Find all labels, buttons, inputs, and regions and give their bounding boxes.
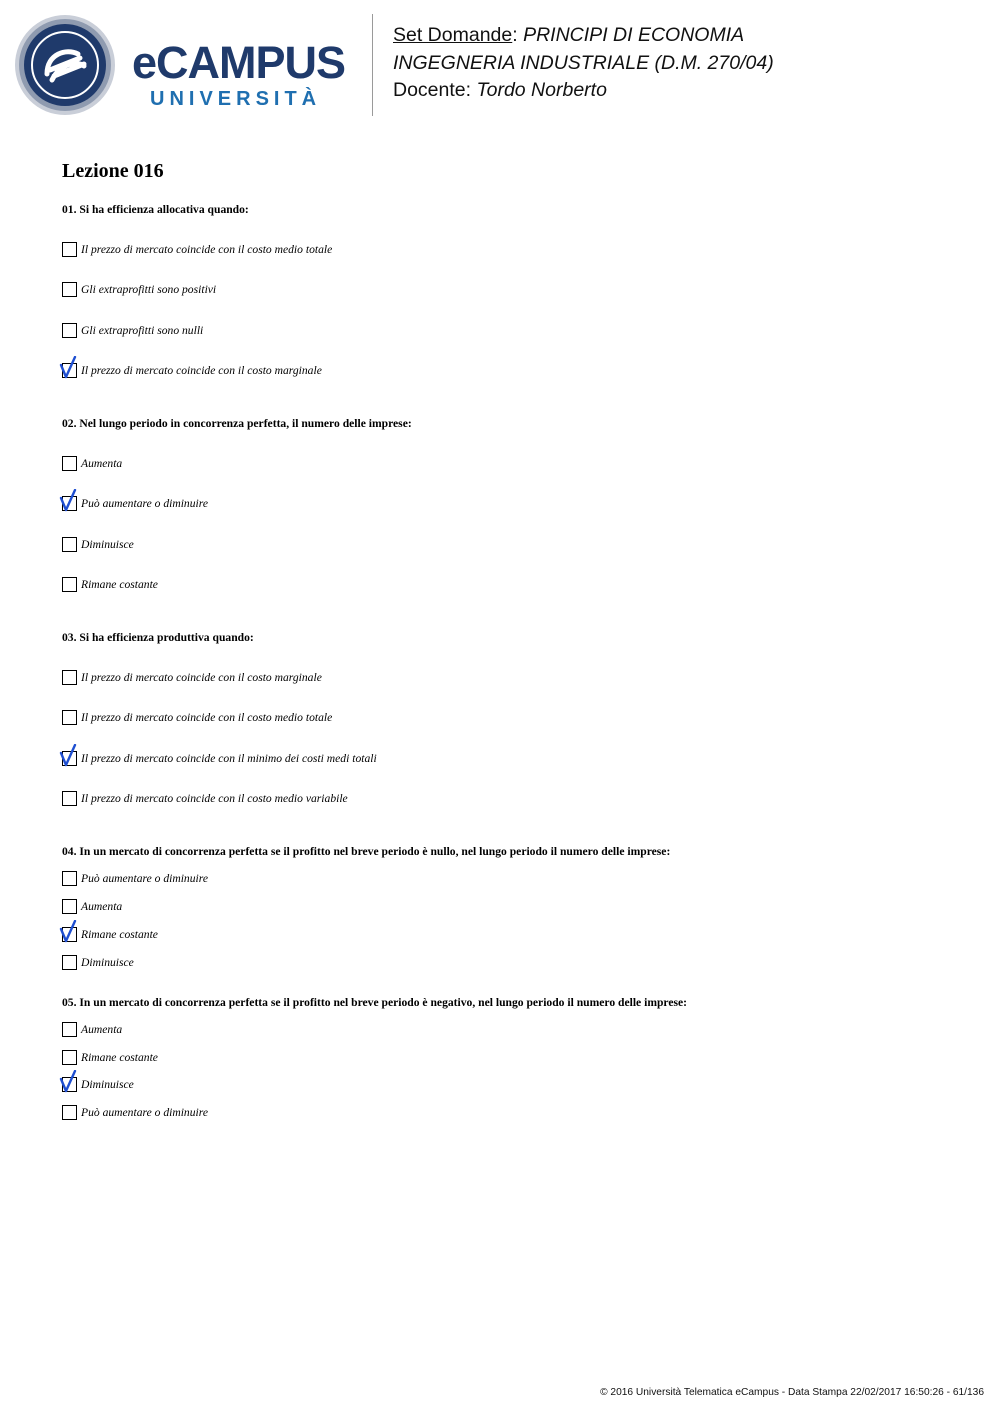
answer-label: Può aumentare o diminuire bbox=[81, 497, 208, 510]
set-line bbox=[393, 22, 774, 50]
answer-label: Diminuisce bbox=[81, 538, 134, 551]
answer-label: Aumenta bbox=[81, 900, 123, 913]
logo-subtitle: UNIVERSITÀ bbox=[150, 88, 322, 110]
set-label: Set Domande bbox=[393, 24, 513, 46]
logo-wordmark: eCAMPUS bbox=[132, 37, 346, 88]
answer-label: Gli extraprofitti sono nulli bbox=[81, 324, 204, 337]
answer-checkbox[interactable] bbox=[62, 1022, 77, 1037]
answer-checkbox[interactable] bbox=[62, 899, 77, 914]
answer-checkbox[interactable] bbox=[62, 323, 77, 338]
page-footer: © 2016 Università Telematica eCampus - Data Stampa 22/02/2017 16:50:26 - 61/136 bbox=[600, 1387, 984, 1398]
teacher-label: Docente: bbox=[393, 79, 472, 101]
answer-label: Diminuisce bbox=[81, 956, 134, 969]
answer-checkbox[interactable] bbox=[62, 710, 77, 725]
answer-label: Il prezzo di mercato coincide con il costo marginale bbox=[81, 671, 322, 684]
answer-checkbox[interactable] bbox=[62, 456, 77, 471]
set-title-line2: INGEGNERIA INDUSTRIALE (D.M. 270/04) bbox=[393, 51, 774, 74]
question-5: 05. In un mercato di concorrenza perfetta se il profitto nel breve periodo è negativo, nel lungo periodo il numero delle imprese: bbox=[62, 996, 688, 1009]
question-1: 01. Si ha efficienza allocativa quando: bbox=[62, 203, 249, 216]
set-sep: : bbox=[512, 24, 518, 46]
question-2: 02. Nel lungo periodo in concorrenza perfetta, il numero delle imprese: bbox=[62, 417, 412, 430]
answer-checkbox[interactable] bbox=[62, 871, 77, 886]
answer-checkbox[interactable] bbox=[62, 242, 77, 257]
answer-checkbox[interactable] bbox=[62, 955, 77, 970]
answer-label: Il prezzo di mercato coincide con il costo medio variabile bbox=[81, 792, 348, 805]
answer-label: Rimane costante bbox=[81, 1051, 158, 1064]
checkmark-icon bbox=[59, 1070, 79, 1094]
answer-checkbox[interactable] bbox=[62, 791, 77, 806]
answer-checkbox[interactable] bbox=[62, 1105, 77, 1120]
university-seal-icon bbox=[14, 14, 116, 116]
teacher-line bbox=[393, 77, 774, 105]
answer-label: Può aumentare o diminuire bbox=[81, 872, 208, 885]
checkmark-icon bbox=[59, 356, 79, 380]
answer-label: Può aumentare o diminuire bbox=[81, 1106, 208, 1119]
checkmark-icon bbox=[59, 744, 79, 768]
answer-checkbox[interactable] bbox=[62, 577, 77, 592]
checkmark-icon bbox=[59, 920, 79, 944]
answer-label: Gli extraprofitti sono positivi bbox=[81, 283, 217, 296]
ecampus-logo bbox=[14, 14, 359, 116]
header-divider bbox=[372, 14, 373, 116]
header-info bbox=[393, 22, 774, 105]
answer-label: Aumenta bbox=[81, 457, 123, 470]
answer-label: Il prezzo di mercato coincide con il costo marginale bbox=[81, 364, 322, 377]
question-4: 04. In un mercato di concorrenza perfetta se il profitto nel breve periodo è nullo, nel lungo periodo il numero delle imprese: bbox=[62, 845, 671, 858]
set-title-line1: PRINCIPI DI ECONOMIA bbox=[523, 24, 745, 46]
checkmark-icon bbox=[59, 489, 79, 513]
answer-label: Rimane costante bbox=[81, 578, 158, 591]
teacher-name: Tordo Norberto bbox=[476, 79, 607, 101]
answer-label: Il prezzo di mercato coincide con il minimo dei costi medi totali bbox=[81, 752, 377, 765]
answer-label: Aumenta bbox=[81, 1023, 123, 1036]
answer-checkbox[interactable] bbox=[62, 670, 77, 685]
answer-checkbox[interactable] bbox=[62, 282, 77, 297]
answer-label: Rimane costante bbox=[81, 928, 158, 941]
answer-label: Il prezzo di mercato coincide con il costo medio totale bbox=[81, 243, 333, 256]
answer-checkbox[interactable] bbox=[62, 1050, 77, 1065]
answer-checkbox[interactable] bbox=[62, 537, 77, 552]
lesson-title: Lezione 016 bbox=[62, 160, 164, 182]
question-3: 03. Si ha efficienza produttiva quando: bbox=[62, 631, 254, 644]
answer-label: Diminuisce bbox=[81, 1078, 134, 1091]
answer-label: Il prezzo di mercato coincide con il costo medio totale bbox=[81, 711, 333, 724]
